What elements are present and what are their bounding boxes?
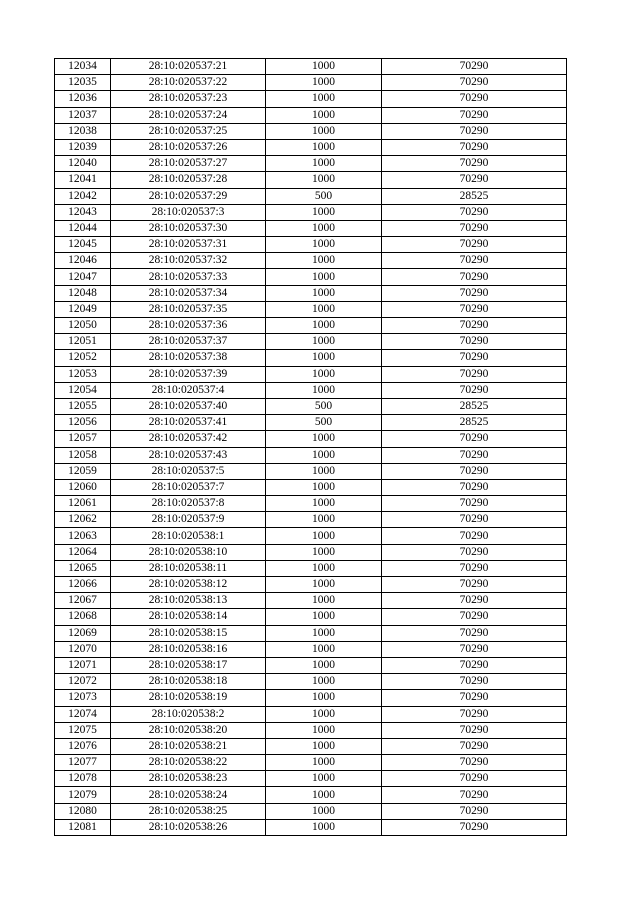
table-row — [55, 771, 567, 787]
cadastral-number-cell: 28:10:020538:10 — [111, 544, 266, 560]
value-cell: 70290 — [382, 496, 567, 512]
value-cell: 70290 — [382, 771, 567, 787]
table-row — [55, 657, 567, 673]
cadastral-number-cell: 28:10:020538:24 — [111, 787, 266, 803]
cadastral-number-cell: 28:10:020537:31 — [111, 237, 266, 253]
value-cell: 70290 — [382, 253, 567, 269]
value-cell: 70290 — [382, 334, 567, 350]
cadastral-number-cell: 28:10:020537:34 — [111, 285, 266, 301]
area-cell: 1000 — [266, 803, 382, 819]
row-number-cell: 12047 — [55, 269, 111, 285]
row-number-cell: 12060 — [55, 479, 111, 495]
value-cell: 70290 — [382, 318, 567, 334]
table-row — [55, 755, 567, 771]
area-cell: 1000 — [266, 738, 382, 754]
row-number-cell: 12069 — [55, 625, 111, 641]
row-number-cell: 12074 — [55, 706, 111, 722]
area-cell: 1000 — [266, 75, 382, 91]
table-row — [55, 91, 567, 107]
area-cell: 1000 — [266, 528, 382, 544]
value-cell: 70290 — [382, 560, 567, 576]
area-cell: 1000 — [266, 220, 382, 236]
table-row — [55, 593, 567, 609]
table-row — [55, 318, 567, 334]
area-cell: 1000 — [266, 237, 382, 253]
value-cell: 70290 — [382, 139, 567, 155]
row-number-cell: 12053 — [55, 366, 111, 382]
value-cell: 70290 — [382, 819, 567, 835]
area-cell: 500 — [266, 188, 382, 204]
table-row — [55, 544, 567, 560]
cadastral-number-cell: 28:10:020537:25 — [111, 123, 266, 139]
area-cell: 1000 — [266, 253, 382, 269]
value-cell: 70290 — [382, 657, 567, 673]
cadastral-number-cell: 28:10:020537:42 — [111, 431, 266, 447]
row-number-cell: 12058 — [55, 447, 111, 463]
table-row — [55, 334, 567, 350]
row-number-cell: 12056 — [55, 415, 111, 431]
table-row — [55, 528, 567, 544]
table-row — [55, 107, 567, 123]
area-cell: 500 — [266, 398, 382, 414]
table-row — [55, 706, 567, 722]
cadastral-number-cell: 28:10:020537:29 — [111, 188, 266, 204]
value-cell: 70290 — [382, 75, 567, 91]
table-row — [55, 431, 567, 447]
area-cell: 1000 — [266, 577, 382, 593]
table-row — [55, 398, 567, 414]
table-row — [55, 738, 567, 754]
row-number-cell: 12039 — [55, 139, 111, 155]
area-cell: 1000 — [266, 593, 382, 609]
area-cell: 1000 — [266, 447, 382, 463]
table-row — [55, 496, 567, 512]
row-number-cell: 12077 — [55, 755, 111, 771]
area-cell: 1000 — [266, 431, 382, 447]
table-row — [55, 463, 567, 479]
row-number-cell: 12035 — [55, 75, 111, 91]
area-cell: 1000 — [266, 690, 382, 706]
row-number-cell: 12037 — [55, 107, 111, 123]
value-cell: 70290 — [382, 706, 567, 722]
area-cell: 1000 — [266, 334, 382, 350]
cadastral-number-cell: 28:10:020538:12 — [111, 577, 266, 593]
table-row — [55, 560, 567, 576]
value-cell: 70290 — [382, 366, 567, 382]
table-row — [55, 123, 567, 139]
row-number-cell: 12052 — [55, 350, 111, 366]
row-number-cell: 12042 — [55, 188, 111, 204]
area-cell: 1000 — [266, 755, 382, 771]
area-cell: 1000 — [266, 771, 382, 787]
area-cell: 1000 — [266, 544, 382, 560]
cadastral-number-cell: 28:10:020538:18 — [111, 674, 266, 690]
cadastral-number-cell: 28:10:020537:7 — [111, 479, 266, 495]
table-row — [55, 253, 567, 269]
row-number-cell: 12080 — [55, 803, 111, 819]
cadastral-number-cell: 28:10:020538:20 — [111, 722, 266, 738]
area-cell: 1000 — [266, 350, 382, 366]
value-cell: 70290 — [382, 156, 567, 172]
area-cell: 1000 — [266, 123, 382, 139]
table-row — [55, 577, 567, 593]
row-number-cell: 12078 — [55, 771, 111, 787]
value-cell: 70290 — [382, 285, 567, 301]
cadastral-number-cell: 28:10:020537:36 — [111, 318, 266, 334]
cadastral-number-cell: 28:10:020537:38 — [111, 350, 266, 366]
cadastral-number-cell: 28:10:020537:3 — [111, 204, 266, 220]
table-row — [55, 803, 567, 819]
cadastral-number-cell: 28:10:020537:5 — [111, 463, 266, 479]
area-cell: 1000 — [266, 722, 382, 738]
area-cell: 1000 — [266, 463, 382, 479]
row-number-cell: 12070 — [55, 641, 111, 657]
cadastral-number-cell: 28:10:020538:19 — [111, 690, 266, 706]
area-cell: 500 — [266, 415, 382, 431]
cadastral-number-cell: 28:10:020537:39 — [111, 366, 266, 382]
value-cell: 70290 — [382, 674, 567, 690]
value-cell: 70290 — [382, 722, 567, 738]
table-row — [55, 366, 567, 382]
cadastral-number-cell: 28:10:020538:15 — [111, 625, 266, 641]
cadastral-number-cell: 28:10:020537:28 — [111, 172, 266, 188]
value-cell: 70290 — [382, 123, 567, 139]
table-row — [55, 819, 567, 835]
area-cell: 1000 — [266, 156, 382, 172]
row-number-cell: 12068 — [55, 609, 111, 625]
area-cell: 1000 — [266, 609, 382, 625]
row-number-cell: 12061 — [55, 496, 111, 512]
row-number-cell: 12043 — [55, 204, 111, 220]
cadastral-number-cell: 28:10:020537:30 — [111, 220, 266, 236]
value-cell: 70290 — [382, 738, 567, 754]
value-cell: 70290 — [382, 463, 567, 479]
table-row — [55, 479, 567, 495]
row-number-cell: 12071 — [55, 657, 111, 673]
table-row — [55, 220, 567, 236]
data-table — [54, 58, 567, 836]
row-number-cell: 12040 — [55, 156, 111, 172]
table-row — [55, 59, 567, 75]
row-number-cell: 12062 — [55, 512, 111, 528]
value-cell: 70290 — [382, 382, 567, 398]
row-number-cell: 12067 — [55, 593, 111, 609]
row-number-cell: 12059 — [55, 463, 111, 479]
row-number-cell: 12038 — [55, 123, 111, 139]
table-row — [55, 609, 567, 625]
value-cell: 70290 — [382, 479, 567, 495]
area-cell: 1000 — [266, 819, 382, 835]
cadastral-number-cell: 28:10:020537:9 — [111, 512, 266, 528]
row-number-cell: 12034 — [55, 59, 111, 75]
table-row — [55, 285, 567, 301]
cadastral-number-cell: 28:10:020537:40 — [111, 398, 266, 414]
area-cell: 1000 — [266, 285, 382, 301]
table-row — [55, 690, 567, 706]
value-cell: 28525 — [382, 415, 567, 431]
value-cell: 70290 — [382, 528, 567, 544]
row-number-cell: 12072 — [55, 674, 111, 690]
row-number-cell: 12063 — [55, 528, 111, 544]
cadastral-number-cell: 28:10:020538:16 — [111, 641, 266, 657]
row-number-cell: 12041 — [55, 172, 111, 188]
row-number-cell: 12049 — [55, 301, 111, 317]
row-number-cell: 12076 — [55, 738, 111, 754]
value-cell: 70290 — [382, 431, 567, 447]
cadastral-number-cell: 28:10:020538:21 — [111, 738, 266, 754]
table-body — [55, 59, 567, 836]
cadastral-number-cell: 28:10:020537:8 — [111, 496, 266, 512]
cadastral-number-cell: 28:10:020538:11 — [111, 560, 266, 576]
row-number-cell: 12048 — [55, 285, 111, 301]
cadastral-number-cell: 28:10:020537:35 — [111, 301, 266, 317]
row-number-cell: 12045 — [55, 237, 111, 253]
row-number-cell: 12055 — [55, 398, 111, 414]
cadastral-number-cell: 28:10:020538:26 — [111, 819, 266, 835]
row-number-cell: 12051 — [55, 334, 111, 350]
table-row — [55, 787, 567, 803]
cadastral-number-cell: 28:10:020537:21 — [111, 59, 266, 75]
value-cell: 70290 — [382, 172, 567, 188]
table-row — [55, 269, 567, 285]
area-cell: 1000 — [266, 366, 382, 382]
table-row — [55, 674, 567, 690]
table-row — [55, 350, 567, 366]
value-cell: 70290 — [382, 91, 567, 107]
area-cell: 1000 — [266, 301, 382, 317]
cadastral-number-cell: 28:10:020537:24 — [111, 107, 266, 123]
cadastral-number-cell: 28:10:020537:4 — [111, 382, 266, 398]
row-number-cell: 12073 — [55, 690, 111, 706]
row-number-cell: 12036 — [55, 91, 111, 107]
area-cell: 1000 — [266, 560, 382, 576]
area-cell: 1000 — [266, 204, 382, 220]
area-cell: 1000 — [266, 382, 382, 398]
area-cell: 1000 — [266, 91, 382, 107]
area-cell: 1000 — [266, 479, 382, 495]
cadastral-number-cell: 28:10:020538:23 — [111, 771, 266, 787]
row-number-cell: 12050 — [55, 318, 111, 334]
area-cell: 1000 — [266, 318, 382, 334]
area-cell: 1000 — [266, 269, 382, 285]
cadastral-number-cell: 28:10:020537:37 — [111, 334, 266, 350]
value-cell: 70290 — [382, 609, 567, 625]
area-cell: 1000 — [266, 107, 382, 123]
table-row — [55, 512, 567, 528]
area-cell: 1000 — [266, 625, 382, 641]
table-row — [55, 139, 567, 155]
row-number-cell: 12054 — [55, 382, 111, 398]
area-cell: 1000 — [266, 496, 382, 512]
table-row — [55, 415, 567, 431]
table-row — [55, 188, 567, 204]
cadastral-number-cell: 28:10:020538:13 — [111, 593, 266, 609]
table-row — [55, 641, 567, 657]
cadastral-number-cell: 28:10:020538:1 — [111, 528, 266, 544]
cadastral-number-cell: 28:10:020538:2 — [111, 706, 266, 722]
table-row — [55, 301, 567, 317]
cadastral-number-cell: 28:10:020537:26 — [111, 139, 266, 155]
area-cell: 1000 — [266, 641, 382, 657]
table-row — [55, 382, 567, 398]
table-row — [55, 237, 567, 253]
table-row — [55, 625, 567, 641]
value-cell: 70290 — [382, 690, 567, 706]
area-cell: 1000 — [266, 59, 382, 75]
area-cell: 1000 — [266, 172, 382, 188]
cadastral-number-cell: 28:10:020538:17 — [111, 657, 266, 673]
row-number-cell: 12065 — [55, 560, 111, 576]
row-number-cell: 12064 — [55, 544, 111, 560]
row-number-cell: 12057 — [55, 431, 111, 447]
cadastral-number-cell: 28:10:020537:27 — [111, 156, 266, 172]
value-cell: 28525 — [382, 188, 567, 204]
cadastral-number-cell: 28:10:020537:33 — [111, 269, 266, 285]
value-cell: 70290 — [382, 59, 567, 75]
area-cell: 1000 — [266, 657, 382, 673]
value-cell: 70290 — [382, 107, 567, 123]
cadastral-number-cell: 28:10:020537:41 — [111, 415, 266, 431]
area-cell: 1000 — [266, 512, 382, 528]
row-number-cell: 12079 — [55, 787, 111, 803]
area-cell: 1000 — [266, 139, 382, 155]
row-number-cell: 12046 — [55, 253, 111, 269]
value-cell: 70290 — [382, 350, 567, 366]
value-cell: 70290 — [382, 641, 567, 657]
area-cell: 1000 — [266, 787, 382, 803]
value-cell: 70290 — [382, 237, 567, 253]
cadastral-number-cell: 28:10:020537:22 — [111, 75, 266, 91]
value-cell: 70290 — [382, 512, 567, 528]
table-row — [55, 75, 567, 91]
table-row — [55, 447, 567, 463]
table-row — [55, 722, 567, 738]
value-cell: 70290 — [382, 220, 567, 236]
value-cell: 70290 — [382, 544, 567, 560]
value-cell: 70290 — [382, 755, 567, 771]
row-number-cell: 12044 — [55, 220, 111, 236]
value-cell: 70290 — [382, 593, 567, 609]
row-number-cell: 12075 — [55, 722, 111, 738]
value-cell: 70290 — [382, 301, 567, 317]
cadastral-number-cell: 28:10:020537:43 — [111, 447, 266, 463]
cadastral-number-cell: 28:10:020538:22 — [111, 755, 266, 771]
value-cell: 70290 — [382, 803, 567, 819]
value-cell: 70290 — [382, 625, 567, 641]
table-row — [55, 204, 567, 220]
cadastral-number-cell: 28:10:020538:14 — [111, 609, 266, 625]
row-number-cell: 12066 — [55, 577, 111, 593]
value-cell: 70290 — [382, 447, 567, 463]
row-number-cell: 12081 — [55, 819, 111, 835]
value-cell: 70290 — [382, 269, 567, 285]
value-cell: 70290 — [382, 577, 567, 593]
cadastral-number-cell: 28:10:020537:32 — [111, 253, 266, 269]
value-cell: 28525 — [382, 398, 567, 414]
table-row — [55, 156, 567, 172]
cadastral-number-cell: 28:10:020538:25 — [111, 803, 266, 819]
cadastral-number-cell: 28:10:020537:23 — [111, 91, 266, 107]
area-cell: 1000 — [266, 706, 382, 722]
table-row — [55, 172, 567, 188]
value-cell: 70290 — [382, 204, 567, 220]
area-cell: 1000 — [266, 674, 382, 690]
value-cell: 70290 — [382, 787, 567, 803]
